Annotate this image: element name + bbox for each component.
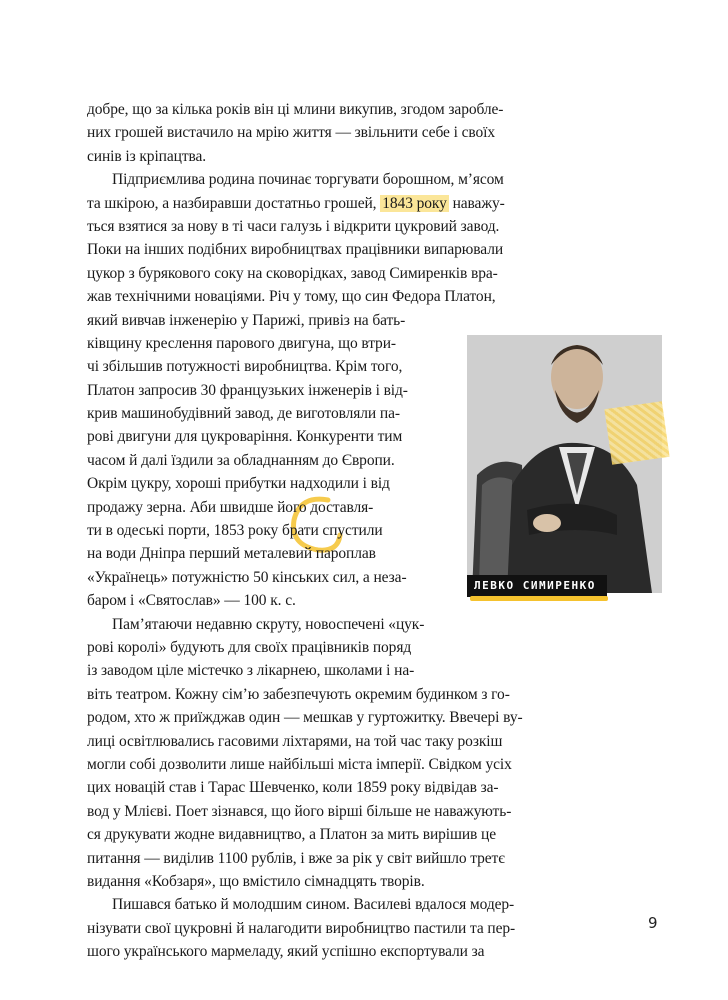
text-line: крив машинобудівний завод, де виготовляли па-	[87, 405, 400, 423]
text-line: них грошей вистачило на мрію життя — звільнити себе і своїх	[87, 124, 495, 142]
text-line: «Українець» потужністю 50 кінських сил, а неза-	[87, 568, 407, 586]
text-line: цукор з бурякового соку на сковорідках, завод Симиренків вра-	[87, 264, 498, 282]
text-line: ківщину креслення парового двигуна, що втри-	[87, 334, 396, 352]
text-line: ться взятися за нову в ті часи галузь і відкрити цукровий завод.	[87, 217, 500, 235]
text-line: Підприємлива родина починає торгувати борошном, м’ясом	[112, 171, 504, 189]
text-line: чі збільшив потужності виробництва. Крім того,	[87, 358, 403, 376]
text-line: рові королі» будують для своїх працівників поряд	[87, 638, 412, 656]
text-line: віть театром. Кожну сім’ю забезпечують окремим будинком з го-	[87, 685, 510, 703]
text-line: видання «Кобзаря», що вмістило сімнадцять творів.	[87, 872, 425, 890]
text-line: вод у Млієві. Поет зізнався, що його вірші більше не наважують-	[87, 802, 512, 820]
text-line: Окрім цукру, хороші прибутки надходили і від	[87, 475, 390, 493]
text-line: родом, хто ж приїжджав один — мешкав у гуртожитку. Ввечері ву-	[87, 709, 523, 727]
text-line: питання — виділив 1100 рублів, і вже за рік у світ вийшло третє	[87, 849, 505, 867]
text-line: лиці освітлювались гасовими ліхтарями, на той час таку розкіш	[87, 732, 503, 750]
text-line: із заводом ціле містечко з лікарнею, школами і на-	[87, 662, 415, 680]
body-text	[87, 98, 523, 963]
text-line	[87, 192, 523, 215]
text-fragment: та шкірою, а назбиравши достатньо грошей,	[87, 194, 377, 212]
text-line: могли собі дозволити лише найбільші міста імперії. Свідком усіх	[87, 755, 512, 773]
text-line: шого українського мармеладу, який успішно експортували за	[87, 943, 485, 961]
text-line: який вивчав інженерію у Парижі, привіз на бать-	[87, 311, 406, 329]
text-line: Пишався батько й молодшим сином. Василеві вдалося модер-	[112, 896, 515, 914]
tape-decoration	[604, 401, 669, 465]
text-line: часом й далі їздили за обладнанням до Європи.	[87, 451, 395, 469]
text-fragment: наважу-	[448, 194, 505, 212]
text-line: цих новацій став і Тарас Шевченко, коли 1859 року відвідав за-	[87, 779, 499, 797]
text-line: добре, що за кілька років він ці млини викупив, згодом зароблe-	[87, 101, 504, 118]
page-number: 9	[648, 914, 658, 932]
text-line: на води Дніпра перший металевий пароплав	[87, 545, 376, 563]
text-line: ти в одеські порти, 1853 року брати спустили	[87, 522, 383, 540]
text-line: нізувати свої цукровні й налагодити виробництво пастили та пер-	[87, 919, 516, 937]
text-line: синів із кріпацтва.	[87, 147, 207, 165]
text-line: Пам’ятаючи недавню скруту, новоспечені «цук-	[112, 615, 425, 633]
text-line: баром і «Святослав» — 100 к. с.	[87, 592, 296, 610]
photo-caption: ЛЕВКО СИМИРЕНКО	[474, 579, 596, 592]
text-line: продажу зерна. Аби швидше його доставля-	[87, 498, 374, 516]
text-line: Платон запросив 30 французьких інженерів і від-	[87, 381, 408, 399]
text-line: ся друкувати жодне видавництво, а Платон за мить вирішив це	[87, 826, 497, 844]
text-line: Поки на інших подібних виробництвах працівники випарювали	[87, 241, 504, 259]
text-line: рові двигуни для цукроваріння. Конкуренти тим	[87, 428, 403, 446]
highlighted-year: 1843 року	[382, 194, 447, 212]
text-line: жав технічними новаціями. Річ у тому, що син Федора Платон,	[87, 288, 496, 306]
